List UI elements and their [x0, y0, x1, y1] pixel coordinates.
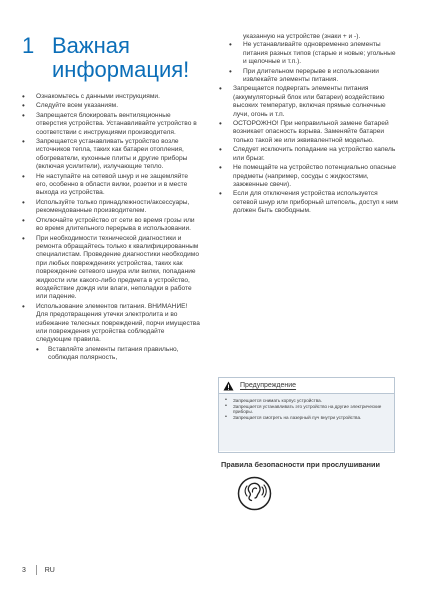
- warning-item: • Запрещается устанавливать это устройство на другие электрические приборы.: [225, 404, 390, 415]
- warning-box: [218, 377, 395, 453]
- warning-header: [219, 378, 394, 393]
- list-item: • Запрещается подвергать элементы питания (аккумуляторный блок или батареи) воздействию высоких температур, включая прямые солнечные лучи, огонь и т.п.: [219, 85, 399, 119]
- section-heading: [22, 34, 212, 82]
- list-item-text: Использование элементов питания. ВНИМАНИЕ! Для предотвращения утечки электролита и во избежание телесных повреждений, порчи имущества или повреждения устройства соблюдайте следующие правила.: [36, 302, 200, 344]
- ear-icon: [237, 476, 272, 511]
- list-item: • Запрещается блокировать вентиляционные отверстия устройства. Устанавливайте устройство в соответствии с инструкциями производителя.: [22, 112, 200, 137]
- list-item: • Используйте только принадлежности/аксессуары, рекомендованные производителем.: [22, 199, 200, 216]
- safety-list-left: [22, 93, 200, 363]
- list-item: • Следуйте всем указаниям.: [22, 102, 200, 110]
- list-item: • При необходимости технической диагностики и ремонта обращайтесь только к квалифицированным специалистам. Проведение диагностики необходимо при любых повреждениях устройства, таких как повреждение сетевого шнура или вилки, попадание жидкости или какого-либо предмета в устройство, воздействие дождя или влаги, неполадки в работе или падение.: [22, 235, 200, 302]
- sub-list-continuation: указанную на устройстве (знаки + и -).: [243, 33, 361, 40]
- right-column: [219, 33, 399, 217]
- list-item-batteries: [22, 303, 200, 363]
- hearing-safety-heading: Правила безопасности при прослушивании: [221, 460, 381, 469]
- warning-item: • Запрещается снимать корпус устройства.: [225, 398, 390, 403]
- warning-content: [219, 393, 394, 451]
- list-item: • Отключайте устройство от сети во время грозы или во время длительного перерыва в использовании.: [22, 217, 200, 234]
- warning-triangle-icon: [223, 381, 234, 391]
- warning-list: [225, 398, 390, 421]
- sub-list-item: • Не устанавливайте одновременно элементы питания разных типов (старые и новые; угольные и щелочные и т.п.).: [229, 41, 399, 66]
- list-item: • Запрещается устанавливать устройство возле источников тепла, таких как батареи отопления, обогреватели, кухонные плиты и другие приборы (включая усилители), излучающие тепло.: [22, 138, 200, 172]
- section-number: 1: [22, 33, 35, 58]
- battery-sublist-continued: [219, 41, 399, 84]
- footer-divider: [36, 565, 37, 575]
- list-item: • Не наступайте на сетевой шнур и не защемляйте его, особенно в области вилки, розетки и в месте выхода из устройства.: [22, 173, 200, 198]
- battery-sublist: [36, 346, 200, 363]
- list-item: • Ознакомьтесь с данными инструкциями.: [22, 93, 200, 101]
- list-item: • Следует исключить попадание на устройство капель или брызг.: [219, 146, 399, 163]
- safety-list-right: [219, 85, 399, 215]
- page-footer: [22, 565, 55, 575]
- left-column: [22, 93, 200, 364]
- page-number: 3: [22, 566, 26, 574]
- warning-item: • Запрещается смотреть на лазерный луч внутри устройства.: [225, 415, 390, 420]
- sub-list-item: • Вставляйте элементы питания правильно, соблюдая полярность,: [36, 346, 200, 363]
- list-item: • ОСТОРОЖНО! При неправильной замене батарей возникает опасность взрыва. Заменяйте батареи только такой же или эквивалентной моделью.: [219, 120, 399, 145]
- language-code: RU: [44, 566, 55, 574]
- sub-list-item: • При длительном перерыве в использовании извлекайте элементы питания.: [229, 68, 399, 85]
- list-item: • Не помещайте на устройство потенциально опасные предметы (например, сосуды с жидкостями, зажженные свечи).: [219, 164, 399, 189]
- page-title: Важная информация!: [52, 33, 190, 82]
- warning-label: Предупреждение: [240, 382, 297, 389]
- list-item: • Если для отключения устройства используется сетевой шнур или приборный штепсель, доступ к ним должен быть свободным.: [219, 190, 399, 215]
